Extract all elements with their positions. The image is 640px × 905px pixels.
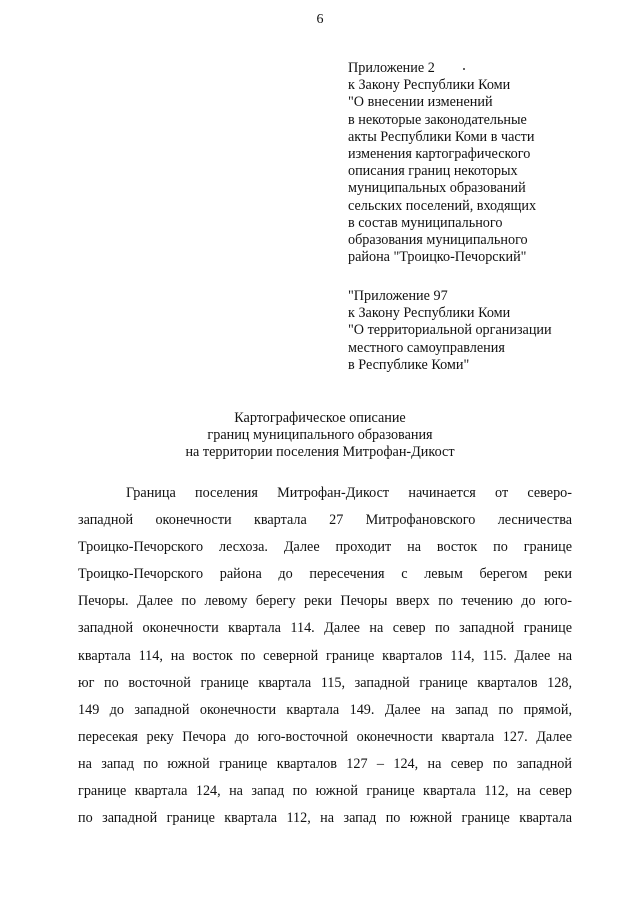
document-title bbox=[0, 410, 640, 461]
appendix-2-line: к Закону Республики Коми bbox=[348, 77, 511, 94]
appendix-2-line: в некоторые законодательные bbox=[348, 111, 527, 128]
appendix-2-line: муниципальных образований bbox=[348, 180, 526, 197]
body-line: Троицко-Печорского района до пересечения с левым берегом реки bbox=[78, 566, 572, 583]
appendix-2-line: акты Республики Коми в части bbox=[348, 128, 535, 145]
appendix-2-line: "О внесении изменений bbox=[348, 94, 493, 111]
body-line: пересекая реку Печора до юго-восточной оконечности квартала 127. Далее bbox=[78, 728, 572, 745]
body-line: западной оконечности квартала 114. Далее на север по западной границе bbox=[78, 620, 572, 637]
appendix-97-line: местного самоуправления bbox=[348, 339, 505, 356]
body-paragraph bbox=[78, 480, 572, 832]
appendix-2-line: в состав муниципального bbox=[348, 214, 503, 231]
appendix-97-line: в Республике Коми" bbox=[348, 356, 470, 373]
body-line: юг по восточной границе квартала 115, западной границе кварталов 128, bbox=[78, 674, 572, 691]
appendix-97-header bbox=[348, 288, 552, 374]
body-line: по западной границе квартала 112, на запад по южной границе квартала bbox=[78, 810, 572, 827]
body-line: квартала 114, на восток по северной границе кварталов 114, 115. Далее на bbox=[78, 647, 572, 664]
appendix-2-line: сельских поселений, входящих bbox=[348, 197, 537, 214]
appendix-2-line: Приложение 2 bbox=[348, 60, 435, 76]
page-number: 6 bbox=[316, 12, 324, 27]
body-line: на запад по южной границе кварталов 127 – 124, на север по западной bbox=[78, 755, 572, 772]
appendix-2-line: изменения картографического bbox=[348, 146, 531, 163]
body-line: западной оконечности квартала 27 Митрофановского лесничества bbox=[78, 512, 572, 529]
body-line: Троицко-Печорского лесхоза. Далее проходит на восток по границе bbox=[78, 539, 572, 556]
document-title-line: Картографическое описание bbox=[234, 410, 406, 426]
body-line: 149 до западной оконечности квартала 149. Далее на запад по прямой, bbox=[78, 701, 572, 718]
appendix-2-line: образования муниципального bbox=[348, 232, 528, 249]
document-title-line: на территории поселения Митрофан-Дикост bbox=[185, 444, 455, 460]
document-title-line: границ муниципального образования bbox=[207, 427, 433, 443]
body-line: Печоры. Далее по левому берегу реки Печоры вверх по течению до юго- bbox=[78, 593, 572, 610]
appendix-2-line: района "Троицко-Печорский" bbox=[348, 249, 527, 266]
appendix-97-line: "О территориальной организации bbox=[348, 322, 552, 339]
appendix-2-line: описания границ некоторых bbox=[348, 163, 518, 180]
appendix-2-header bbox=[348, 60, 536, 266]
appendix-97-line: к Закону Республики Коми bbox=[348, 305, 511, 322]
body-line: границе квартала 124, на запад по южной границе квартала 112, на север bbox=[78, 783, 572, 800]
appendix-97-line: "Приложение 97 bbox=[348, 288, 448, 304]
body-line: Граница поселения Митрофан-Дикост начинается от северо- bbox=[126, 485, 572, 501]
